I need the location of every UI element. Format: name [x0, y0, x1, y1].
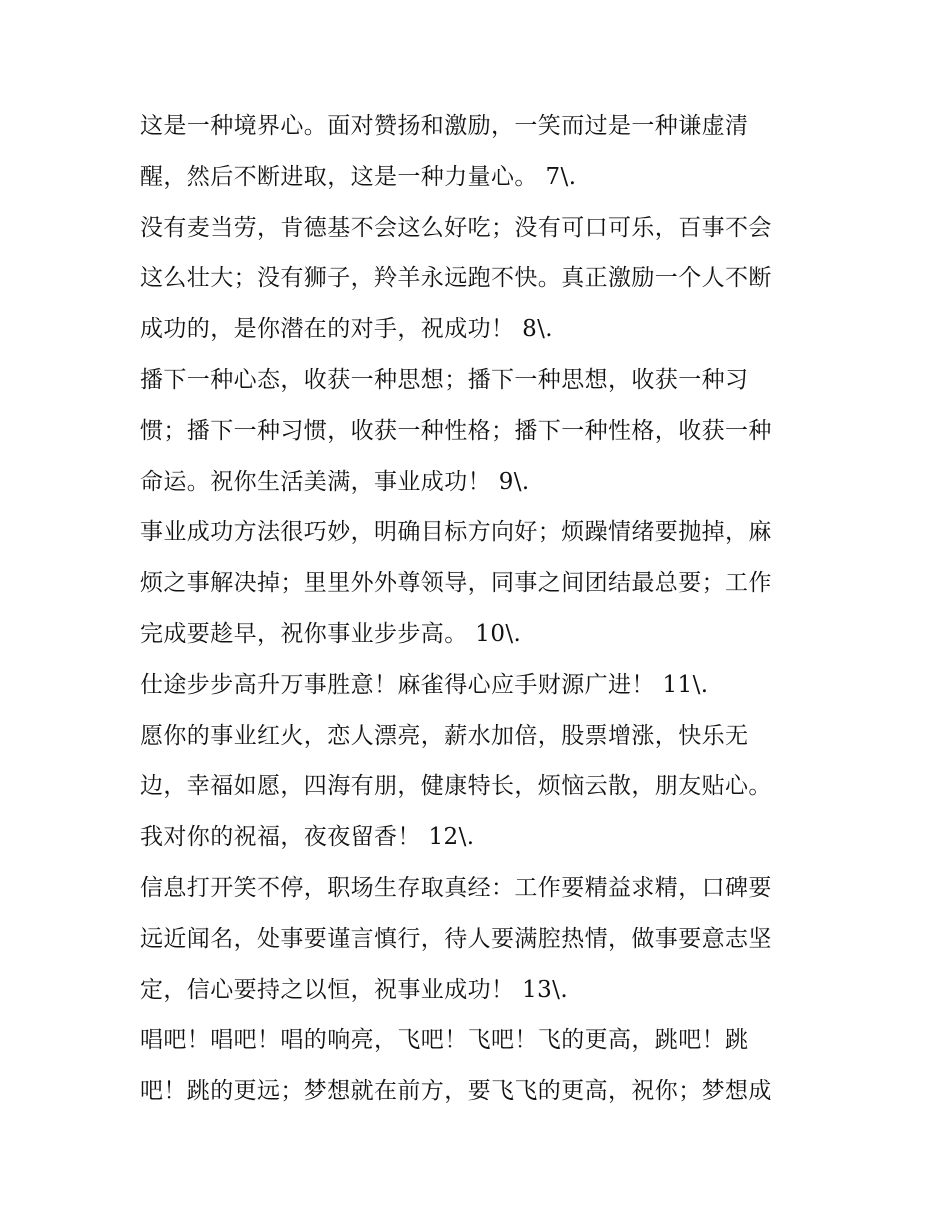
- text-line: 没有麦当劳，肯德基不会这么好吃；没有可口可乐，百事不会: [140, 214, 772, 241]
- text-line: 吧！跳的更远；梦想就在前方，要飞飞的更高，祝你；梦想成: [140, 1078, 772, 1105]
- text-line: 信息打开笑不停，职场生存取真经：工作要精益求精，口碑要: [140, 874, 772, 901]
- text-line: 事业成功方法很巧妙，明确目标方向好；烦躁情绪要抛掉，麻: [140, 519, 772, 546]
- text-line: 这么壮大；没有狮子，羚羊永远跑不快。真正激励一个人不断: [140, 265, 772, 292]
- text-line: 惯；播下一种习惯，收获一种性格；播下一种性格，收获一种: [140, 417, 772, 444]
- text-line: 远近闻名，处事要谨言慎行，待人要满腔热情，做事要意志坚: [140, 925, 772, 952]
- text-line: 成功的，是你潜在的对手，祝成功！ 8\.: [140, 316, 554, 343]
- text-line: 边，幸福如愿，四海有朋，健康特长，烦恼云散，朋友贴心。: [140, 773, 772, 800]
- text-line: 播下一种心态，收获一种思想；播下一种思想，收获一种习: [140, 366, 749, 393]
- text-line: 完成要趁早，祝你事业步步高。 10\.: [140, 620, 522, 647]
- document-body: [140, 101, 820, 1117]
- text-line: 定，信心要持之以恒，祝事业成功！ 13\.: [140, 976, 569, 1003]
- text-line: 仕途步步高升万事胜意！麻雀得心应手财源广进！ 11\.: [140, 671, 709, 698]
- text-line: 我对你的祝福，夜夜留香！ 12\.: [140, 824, 475, 851]
- text-line: 愿你的事业红火，恋人漂亮，薪水加倍，股票增涨，快乐无: [140, 722, 749, 749]
- text-line: 醒，然后不断进取，这是一种力量心。 7\.: [140, 163, 577, 190]
- text-line: 烦之事解决掉；里里外外尊领导，同事之间团结最总要；工作: [140, 570, 772, 597]
- text-line: 命运。祝你生活美满，事业成功！ 9\.: [140, 468, 530, 495]
- text-line: 唱吧！唱吧！唱的响亮，飞吧！飞吧！飞的更高，跳吧！跳: [140, 1027, 749, 1054]
- text-line: 这是一种境界心。面对赞扬和激励，一笑而过是一种谦虚清: [140, 113, 749, 139]
